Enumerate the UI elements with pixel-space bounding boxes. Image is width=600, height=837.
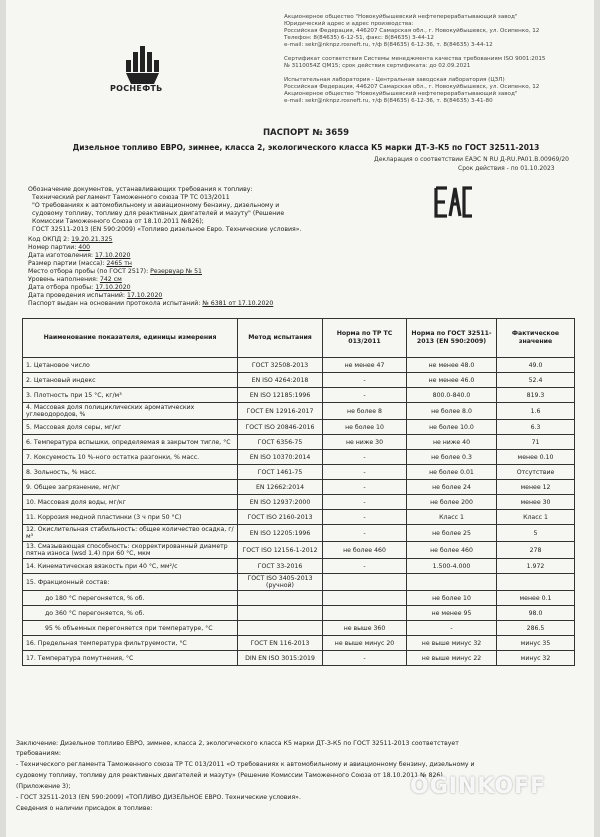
info-field-value: 17.10.2020 <box>126 292 163 299</box>
norm-gost-cell: не более 0.01 <box>407 465 497 480</box>
method-cell <box>238 591 323 606</box>
table-row <box>23 465 575 480</box>
method-cell: EN ISO 4264:2018 <box>238 373 323 388</box>
header-line: Испытательная лаборатория - Центральная заводская лаборатория (ЦЗЛ) <box>284 77 505 83</box>
norm-gost-cell: не более 25 <box>407 525 497 542</box>
info-field <box>28 236 112 244</box>
method-cell: ГОСТ 33-2016 <box>238 559 323 574</box>
norm-gost-cell: Класс 1 <box>407 510 497 525</box>
header-norm-gost: Норма по ГОСТ 32511-2013 (EN 590:2009) <box>407 319 497 358</box>
conclusion-line: требованиям: <box>16 750 61 757</box>
norm-gost-cell: не выше минус 32 <box>407 636 497 651</box>
method-cell <box>238 606 323 621</box>
passport-title: ПАСПОРТ № 3659 <box>262 128 350 138</box>
norm-trts-cell: не выше минус 20 <box>323 636 407 651</box>
info-field-label: Номер партии: <box>28 244 77 251</box>
norm-trts-cell: не менее 47 <box>323 358 407 373</box>
info-field-value: Резервуар № 51 <box>150 268 202 275</box>
indicator-cell: 15. Фракционный состав: <box>23 574 238 591</box>
method-cell: ГОСТ ISO 2160-2013 <box>238 510 323 525</box>
table-row <box>23 525 575 542</box>
table-header-row <box>23 319 575 358</box>
table-row <box>23 373 575 388</box>
norm-trts-cell: не более 8 <box>323 403 407 420</box>
norm-gost-cell: 1.500-4.000 <box>407 559 497 574</box>
actual-value-cell: Класс 1 <box>497 510 575 525</box>
actual-value-cell: 71 <box>497 435 575 450</box>
indicator-cell: 5. Массовая доля серы, мг/кг <box>23 420 238 435</box>
indicator-cell: до 180 °С перегоняется, % об. <box>23 591 238 606</box>
info-field <box>28 244 90 252</box>
indicator-cell: 17. Температура помутнения, °С <box>23 651 238 666</box>
method-cell: EN ISO 12205:1996 <box>238 525 323 542</box>
actual-value-cell: 1.6 <box>497 403 575 420</box>
header-norm-trts: Норма по ТР ТС 013/2011 <box>323 319 407 358</box>
norm-gost-cell: не более 200 <box>407 495 497 510</box>
header-line: Российская Федерация, 446207 Самарская обл., г. Новокуйбышевск, ул. Осипенко, 12 <box>284 28 540 34</box>
info-field <box>28 260 132 268</box>
indicator-cell: 10. Массовая доля воды, мг/кг <box>23 495 238 510</box>
info-field-label: Уровень наполнения: <box>28 276 98 283</box>
norm-trts-cell: - <box>323 388 407 403</box>
method-cell: ГОСТ ISO 20846-2016 <box>238 420 323 435</box>
passport-sheet <box>6 0 594 837</box>
norm-gost-cell: 800.0-840.0 <box>407 388 497 403</box>
indicator-cell: 13. Смазывающая способность: скорректированный диаметр пятна износа (wsd 1.4) при 60 °С, мкм <box>23 542 238 559</box>
conclusion-line: судовому топливу, топливу для реактивных двигателей и мазуту» (Решение Комиссии Таможенного Союза от 18.10.2011 № 826) <box>16 772 443 779</box>
table-row <box>23 651 575 666</box>
norm-trts-cell: - <box>323 480 407 495</box>
norm-trts-cell: - <box>323 510 407 525</box>
table-row <box>23 435 575 450</box>
norm-trts-cell: не ниже 30 <box>323 435 407 450</box>
info-field-label: Дата изготовления: <box>28 252 94 259</box>
norm-trts-cell: не более 460 <box>323 542 407 559</box>
header-line: e-mail: sekr@nknpz.rosneft.ru, т/ф 8(84635) 6-12-36, т. 8(84635) 3-41-80 <box>284 98 493 104</box>
table-row <box>23 480 575 495</box>
requirements-label: Обозначение документов, устанавливающих требования к топливу: <box>28 186 253 193</box>
norm-trts-cell: - <box>323 465 407 480</box>
norm-trts-cell: - <box>323 373 407 388</box>
header-line: Российская Федерация, 446207 Самарская обл., г. Новокуйбышевск, ул. Осипенко, 12 <box>284 84 540 90</box>
norm-gost-cell: - <box>407 621 497 636</box>
info-field <box>28 276 122 284</box>
info-field <box>28 252 130 260</box>
specification-table <box>22 318 575 666</box>
actual-value-cell: 819.3 <box>497 388 575 403</box>
logo-text: РОСНЕФТЬ <box>110 84 163 93</box>
table-row <box>23 420 575 435</box>
norm-gost-cell: не более 10 <box>407 591 497 606</box>
header-line: № 3110054Z QM15; срок действия сертификата: до 02.09.2021 <box>284 63 471 69</box>
norm-gost-cell: не более 460 <box>407 542 497 559</box>
info-field <box>28 284 131 292</box>
indicator-cell: 11. Коррозия медной пластинки (3 ч при 50 °С) <box>23 510 238 525</box>
method-cell: ГОСТ EN 12916-2017 <box>238 403 323 420</box>
method-cell: DIN EN ISO 3015:2019 <box>238 651 323 666</box>
declaration-valid-until: Срок действия - по 01.10.2023 <box>458 165 555 172</box>
norm-trts-cell: не более 10 <box>323 420 407 435</box>
header-line: Сертификат соответствия Системы менеджмента качества требованиям ISO 9001:2015 <box>284 56 546 62</box>
method-cell: ГОСТ EN 116-2013 <box>238 636 323 651</box>
norm-gost-cell: не ниже 40 <box>407 435 497 450</box>
eac-mark-icon <box>434 186 474 218</box>
info-field-value: 400 <box>78 244 91 251</box>
norm-gost-cell: не менее 48.0 <box>407 358 497 373</box>
norm-trts-cell <box>323 606 407 621</box>
table-row <box>23 495 575 510</box>
indicator-cell: 8. Зольность, % масс. <box>23 465 238 480</box>
method-cell: ГОСТ ISO 12156-1-2012 <box>238 542 323 559</box>
conclusion-line: (Приложение 3); <box>16 783 71 790</box>
info-field-label: Код ОКПД 2: <box>28 236 70 243</box>
header-method: Метод испытания <box>238 319 323 358</box>
info-field-label: Место отбора пробы (по ГОСТ 2517): <box>28 268 149 275</box>
actual-value-cell: 286.5 <box>497 621 575 636</box>
header-line: Телефон: 8(84635) 6-12-51, факс: 8(84635) 3-44-12 <box>284 35 434 41</box>
indicator-cell: 4. Массовая доля полициклических ароматических углеводородов, % <box>23 403 238 420</box>
info-field-value: 17.10.2020 <box>95 284 131 291</box>
table-row <box>23 621 575 636</box>
method-cell: ГОСТ ISO 3405-2013 (ручной) <box>238 574 323 591</box>
norm-gost-cell: не более 24 <box>407 480 497 495</box>
actual-value-cell: 98.0 <box>497 606 575 621</box>
info-field-label: Размер партии (масса): <box>28 260 105 267</box>
info-field-value: 17.10.2020 <box>94 252 131 259</box>
info-field <box>28 300 273 308</box>
conclusion-line: - Технического регламента Таможенного союза ТР ТС 013/2011 «О требованиях к автомобильному и авиационному бензину, дизельному и <box>16 761 475 768</box>
actual-value-cell: 49.0 <box>497 358 575 373</box>
norm-trts-cell: - <box>323 495 407 510</box>
actual-value-cell: менее 0.1 <box>497 591 575 606</box>
method-cell: ГОСТ 32508-2013 <box>238 358 323 373</box>
info-field-label: Паспорт выдан на основании протокола испытаний: <box>28 300 201 307</box>
norm-gost-cell: не менее 46.0 <box>407 373 497 388</box>
actual-value-cell: 5 <box>497 525 575 542</box>
norm-trts-cell: - <box>323 450 407 465</box>
indicator-cell: 95 % объемных перегоняется при температуре, °С <box>23 621 238 636</box>
actual-value-cell: 1.972 <box>497 559 575 574</box>
indicator-cell: 9. Общее загрязнение, мг/кг <box>23 480 238 495</box>
norm-gost-cell: не менее 95 <box>407 606 497 621</box>
indicator-cell: 1. Цетановое число <box>23 358 238 373</box>
method-cell: EN ISO 12185:1996 <box>238 388 323 403</box>
table-row <box>23 403 575 420</box>
header-line: e-mail: sekr@nknpz.rosneft.ru, т/ф 8(84635) 6-12-36, т. 8(84635) 3-44-12 <box>284 42 493 48</box>
conclusion-text: Заключение: Дизельное топливо ЕВРО, зимнее, класса 2, экологического класса К5 марки ДТ-З-К5 по ГОСТ 32511-2013 соответствует <box>16 740 459 747</box>
header-line: Юридический адрес и адрес производства: <box>284 21 414 27</box>
norm-gost-cell: не выше минус 22 <box>407 651 497 666</box>
actual-value-cell: минус 32 <box>497 651 575 666</box>
table-row <box>23 574 575 591</box>
table-row <box>23 636 575 651</box>
table-row <box>23 388 575 403</box>
info-field <box>28 292 162 300</box>
indicator-cell: 16. Предельная температура фильтруемости, °С <box>23 636 238 651</box>
table-row <box>23 606 575 621</box>
actual-value-cell: менее 0.10 <box>497 450 575 465</box>
norm-gost-cell <box>407 574 497 591</box>
info-field-value: 19.20.21.325 <box>71 236 113 243</box>
norm-trts-cell <box>323 591 407 606</box>
actual-value-cell: 278 <box>497 542 575 559</box>
norm-trts-cell <box>323 574 407 591</box>
header-actual: Фактическое значение <box>497 319 575 358</box>
requirement-line: судовому топливу, топливу для реактивных двигателей и мазуту" (Решение <box>32 210 285 217</box>
table-row <box>23 358 575 373</box>
norm-gost-cell: не более 0.3 <box>407 450 497 465</box>
actual-value-cell <box>497 574 575 591</box>
method-cell <box>238 621 323 636</box>
norm-gost-cell: не более 10.0 <box>407 420 497 435</box>
indicator-cell: 3. Плотность при 15 °С, кг/м³ <box>23 388 238 403</box>
table-row <box>23 542 575 559</box>
indicator-cell: 6. Температура вспышки, определяемая в закрытом тигле, °С <box>23 435 238 450</box>
info-field-value: № 6381 от 17.10.2020 <box>202 300 274 307</box>
table-row <box>23 450 575 465</box>
requirement-line: Комиссии Таможенного Союза от 18.10.2011 №826); <box>32 218 204 225</box>
actual-value-cell: 52.4 <box>497 373 575 388</box>
requirement-line: "О требованиях к автомобильному и авиационному бензину, дизельному и <box>32 202 280 209</box>
method-cell: EN ISO 12937:2000 <box>238 495 323 510</box>
indicator-cell: 14. Кинематическая вязкость при 40 °С, мм²/с <box>23 559 238 574</box>
requirement-line: ГОСТ 32511-2013 (EN 590:2009) «Топливо дизельное Евро. Технические условия». <box>32 226 302 233</box>
norm-gost-cell: не более 8.0 <box>407 403 497 420</box>
watermark: OGINKOFF <box>410 774 547 799</box>
actual-value-cell: менее 30 <box>497 495 575 510</box>
method-cell: ГОСТ 6356-75 <box>238 435 323 450</box>
info-field-value: 742 см <box>99 276 122 283</box>
method-cell: EN 12662:2014 <box>238 480 323 495</box>
info-field-label: Дата проведения испытаний: <box>28 292 125 299</box>
table-row <box>23 559 575 574</box>
conclusion-line: - ГОСТ 32511-2013 (EN 590:2009) «ТОПЛИВО ДИЗЕЛЬНОЕ ЕВРО. Технические условия». <box>16 794 301 801</box>
actual-value-cell: 6.3 <box>497 420 575 435</box>
method-cell: ГОСТ 1461-75 <box>238 465 323 480</box>
norm-trts-cell: не выше 360 <box>323 621 407 636</box>
indicator-cell: до 360 °С перегоняется, % об. <box>23 606 238 621</box>
norm-trts-cell: - <box>323 559 407 574</box>
info-field-label: Дата отбора пробы: <box>28 284 94 291</box>
actual-value-cell: менее 12 <box>497 480 575 495</box>
passport-subtitle: Дизельное топливо ЕВРО, зимнее, класса 2, экологического класса К5 марки ДТ-З-К5 по ГОСТ 32511-2013 <box>72 143 540 152</box>
table-row <box>23 510 575 525</box>
indicator-cell: 7. Коксуемость 10 %-ного остатка разгонки, % масс. <box>23 450 238 465</box>
method-cell: EN ISO 10370:2014 <box>238 450 323 465</box>
conclusion-line: Сведения о наличии присадок в топливе: <box>16 805 153 812</box>
indicator-cell: 2. Цетановый индекс <box>23 373 238 388</box>
info-field <box>28 268 202 276</box>
requirement-line: Технический регламент Таможенного союза ТР ТС 013/2011 <box>32 194 230 201</box>
actual-value-cell: Отсутствие <box>497 465 575 480</box>
header-line: Акционерное общество "Новокуйбышевский нефтеперерабатывающий завод" <box>284 91 518 97</box>
table-row <box>23 591 575 606</box>
header-line: Акционерное общество "Новокуйбышевский нефтеперерабатывающий завод" <box>284 14 518 20</box>
declaration-number: Декларация о соответствии ЕАЭС N RU Д-RU.PA01.B.00969/20 <box>374 156 569 163</box>
header-indicator: Наименование показателя, единицы измерения <box>23 319 238 358</box>
actual-value-cell: минус 35 <box>497 636 575 651</box>
indicator-cell: 12. Окислительная стабильность: общее количество осадка, г/м³ <box>23 525 238 542</box>
info-field-value: 2465 тн <box>106 260 132 267</box>
norm-trts-cell: - <box>323 525 407 542</box>
rosneft-logo-icon <box>124 44 160 86</box>
norm-trts-cell: - <box>323 651 407 666</box>
